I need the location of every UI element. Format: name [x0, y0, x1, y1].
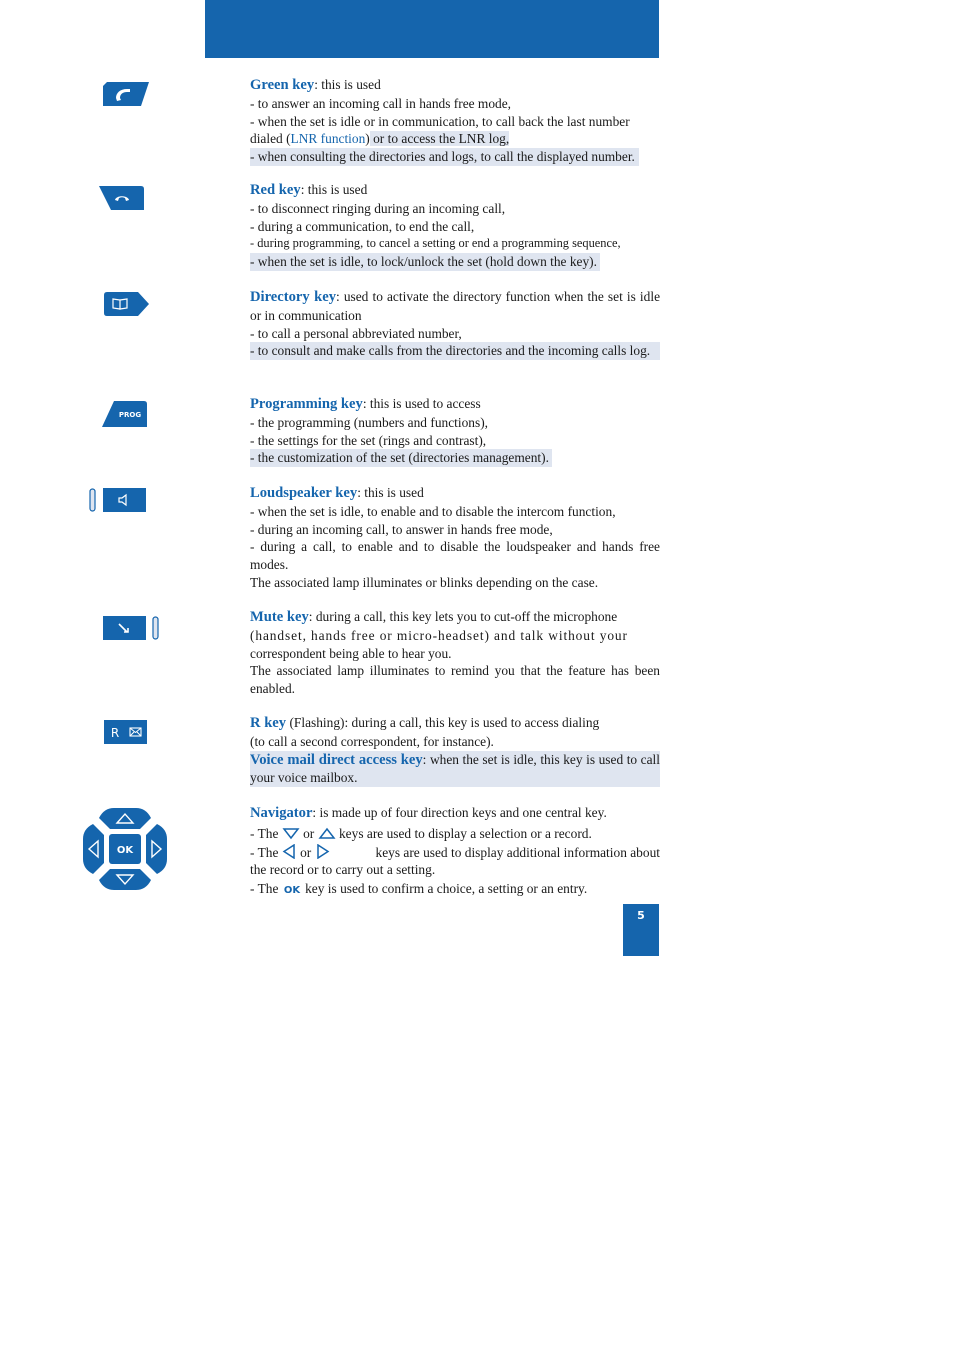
- loudspeaker-key-title: Loudspeaker key: [250, 485, 358, 501]
- svg-text:OK: OK: [283, 885, 300, 895]
- mute-microphone-icon: [103, 616, 146, 645]
- r-key-title: R key: [250, 715, 287, 731]
- prog-key-label: PROG: [118, 411, 142, 419]
- navigator-section: Navigator: is made up of four direction keys and one central key. - The or keys are used to display a selection or a record. - The or keys are used to display additional information about the record or to carry out a setting. - The OK key is used to confirm a choice, a setting or an entry.: [250, 805, 660, 896]
- right-arrow-icon: [315, 844, 330, 859]
- r-key-label: R: [110, 726, 120, 740]
- ok-key-icon: [282, 882, 302, 895]
- loudspeaker-key-section: Loudspeaker key: this is used - when the set is idle, to enable and to disable the intercom function, - during an incoming call, to answer in hands free mode, - during a call, to enable and to disable the loudspeaker and hands free modes. The associated lamp illuminates or blinks depending on the case.: [250, 485, 660, 590]
- down-arrow-icon: [282, 827, 300, 840]
- red-key-handset-down-icon: [99, 186, 145, 215]
- page-number: 5: [623, 904, 659, 956]
- directory-book-icon: [104, 292, 150, 321]
- navigator-ok-label: OK: [116, 845, 134, 856]
- mute-key-section: Mute key: during a call, this key lets you to cut-off the microphone (handset, hands free or micro-headset) and talk without your correspondent being able to hear you. The associated lamp illuminates to remind you that the feature has been enabled.: [250, 609, 660, 697]
- up-arrow-icon: [318, 827, 336, 840]
- green-key-title: Green key: [250, 77, 315, 93]
- programming-key-section: Programming key: this is used to access - the programming (numbers and functions), - the settings for the set (rings and contrast), - the customization of the set (directories management).: [250, 395, 660, 467]
- prog-key-icon: [102, 401, 148, 432]
- red-key-section: Red key: this is used - to disconnect ringing during an incoming call, - during a communication, to end the call, - during programming, to cancel a setting or end a programming sequence, - when the set is idle, to lock/unlock the set (hold down the key).: [250, 182, 621, 270]
- programming-key-title: Programming key: [250, 396, 363, 412]
- voice-mail-key-title: Voice mail direct access key: [250, 751, 423, 768]
- mute-lamp: [152, 616, 160, 645]
- r-voicemail-icon: [104, 720, 147, 749]
- header-band: [205, 0, 659, 58]
- navigator-title: Navigator: [250, 805, 313, 821]
- r-key-section: R key (Flashing): during a call, this key is used to access dialing (to call a second correspondent, for instance). Voice mail direct access key: when the set is idle, this key is used to call your voice mailbox.: [250, 715, 660, 786]
- directory-key-section: Directory key: used to activate the directory function when the set is idle or in communication - to call a personal abbreviated number, - to consult and make calls from the directories and the incoming calls log.: [250, 289, 661, 359]
- lnr-function-link[interactable]: LNR function: [290, 131, 366, 147]
- mute-key-title: Mute key: [250, 609, 309, 625]
- green-key-section: Green key: this is used - to answer an incoming call in hands free mode, - when the set is idle or in communication, to call back the last number dialed (LNR function) or to access the LNR log, - when consulting the directories and logs, to call the displayed number.: [250, 76, 660, 166]
- loudspeaker-lamp: [89, 488, 97, 517]
- left-arrow-icon: [282, 844, 297, 859]
- loudspeaker-icon: [103, 488, 146, 517]
- directory-key-title: Directory key: [250, 289, 336, 305]
- navigator-pad-icon: [82, 807, 168, 896]
- green-key-handset-icon: [103, 82, 149, 111]
- red-key-title: Red key: [250, 182, 301, 198]
